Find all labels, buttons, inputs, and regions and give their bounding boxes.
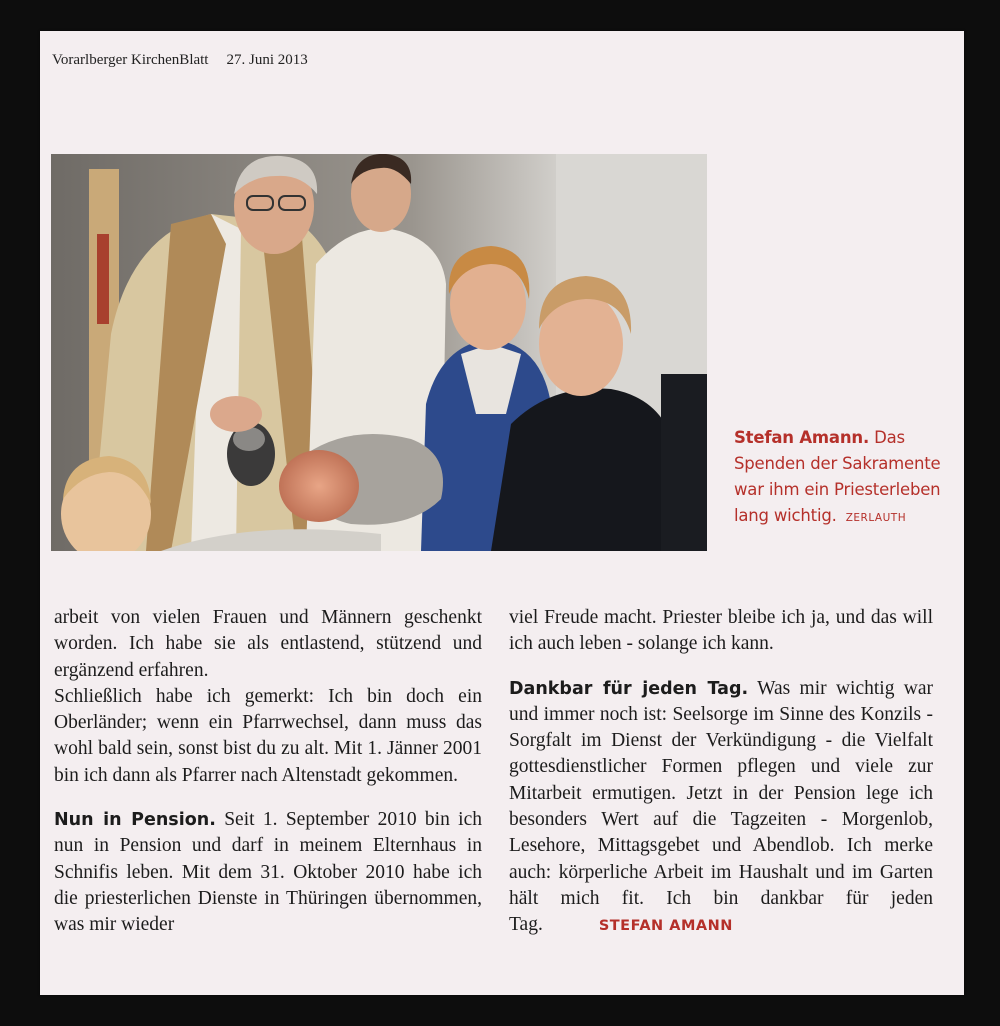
paragraph-pension — [54, 807, 482, 938]
photo-caption — [734, 425, 949, 531]
paragraph-continuation: arbeit von vielen Frauen und Männern geschenkt worden. Ich habe sie als entlastend, stützend und ergänzend erfahren. — [54, 607, 482, 681]
publication-name: Vorarlberger KirchenBlatt — [52, 52, 209, 68]
caption-name: Stefan Amann. — [734, 428, 870, 447]
caption-text: Das Spenden der Sakramente war ihm ein Priesterleben lang wichtig. — [734, 428, 941, 525]
author-byline: STEFAN AMANN — [598, 918, 733, 935]
paragraph-oberlaender: Schließlich habe ich gemerkt: Ich bin doch ein Oberländer; wenn ein Pfarrwechsel, dann muss das wohl bald sein, sonst bist du zu alt. Mit 1. Jänner 2001 bin ich dann als Pfarrer nach Altenstadt gekommen. — [54, 685, 482, 786]
baptism-photo-illustration — [51, 154, 707, 551]
subheading-dankbar: Dankbar für jeden Tag. — [509, 678, 749, 699]
photo-credit: ZERLAUTH — [845, 512, 907, 524]
publication-date: 27. Juni 2013 — [226, 52, 308, 68]
text-column-right — [509, 605, 933, 940]
text-column-left — [54, 605, 482, 939]
subheading-pension: Nun in Pension. — [54, 810, 216, 831]
page-header — [52, 52, 308, 69]
baptism-photo — [51, 154, 707, 551]
paragraph-dankbar — [509, 676, 933, 940]
paragraph-pension-text: Seit 1. September 2010 bin ich nun in Pension und darf in meinem Elternhaus in Schnifis leben. Mit dem 31. Oktober 2010 habe ich die priesterlichen Dienste in Thüringen übernommen, was mir wieder — [54, 809, 482, 936]
newspaper-clipping — [40, 31, 964, 995]
paragraph-freude: viel Freude macht. Priester bleibe ich ja, und das will ich auch leben - solange ich kann. — [509, 607, 933, 655]
paragraph-dankbar-text: Was mir wichtig war und immer noch ist: Seelsorge im Sinne des Konzils - Sorgfalt im Dienst der Verkündigung - die Vielfalt gottesdienstlicher Formen pflegen und viele zur Mitarbeit ermutigen. Jetzt in der Pension lege ich besonders Wert auf die Tagzeiten - Morgenlob, Lesehore, Mittagsgebet und Abendlob. Ich merke auch: körperliche Arbeit im Haushalt und im Garten hält mich fit. Ich bin dankbar für jeden Tag. — [509, 677, 934, 936]
